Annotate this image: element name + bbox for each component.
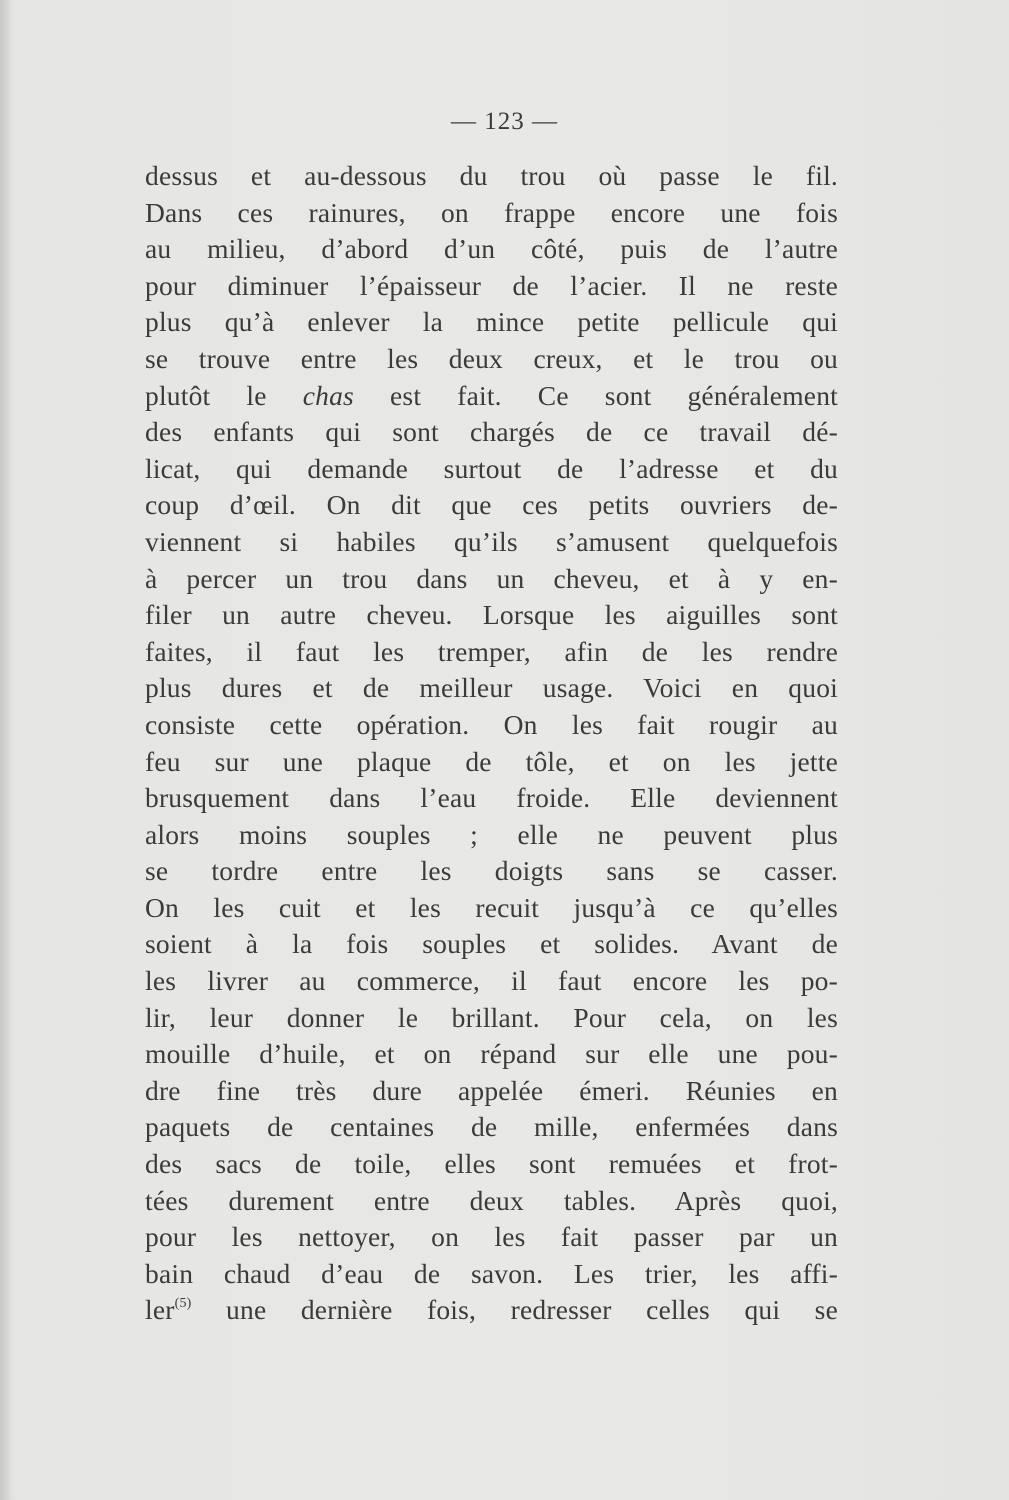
text-line — [145, 378, 838, 415]
text-line: consiste cette opération. On les fait rougir au — [145, 708, 838, 740]
text-line: à percer un trou dans un cheveu, et à y en- — [145, 562, 838, 594]
text-line: des sacs de toile, elles sont remuées et frot- — [145, 1148, 838, 1180]
text-line: dessus et au-dessous du trou où passe le fil. — [145, 160, 838, 191]
text-line: dre fine très dure appelée émeri. Réunies en — [145, 1074, 838, 1106]
text-line: des enfants qui sont chargés de ce travail dé- — [145, 416, 838, 448]
text-line: paquets de centaines de mille, enfermées dans — [145, 1111, 838, 1143]
page-binding-edge — [0, 0, 10, 1500]
text-line: plus qu’à enlever la mince petite pellicule qui — [145, 306, 838, 338]
text-line: mouille d’huile, et on répand sur elle une pou- — [145, 1038, 838, 1070]
italic-word-chas: chas — [302, 379, 354, 411]
text-line: se tordre entre les doigts sans se casser. — [145, 855, 838, 887]
text-segment: plutôt le — [145, 379, 303, 411]
text-segment: une dernière fois, redresser celles qui se — [191, 1294, 838, 1326]
footnote-reference[interactable]: (5) — [174, 1296, 192, 1312]
page-number: — 123 — — [451, 108, 558, 135]
text-line: licat, qui demande surtout de l’adresse et du — [145, 452, 838, 484]
text-segment: ler — [145, 1294, 175, 1326]
text-line: viennent si habiles qu’ils s’amusent quelquefois — [145, 525, 838, 557]
body-text — [145, 158, 838, 1329]
text-line: feu sur une plaque de tôle, et on les jette — [145, 745, 838, 777]
text-line: faites, il faut les tremper, afin de les rendre — [145, 635, 838, 667]
text-line: brusquement dans l’eau froide. Elle deviennent — [145, 782, 838, 814]
text-line: lir, leur donner le brillant. Pour cela, on les — [145, 1001, 838, 1033]
text-line: coup d’œil. On dit que ces petits ouvriers de- — [145, 489, 838, 521]
text-line: filer un autre cheveu. Lorsque les aiguilles sont — [145, 599, 838, 631]
text-line — [145, 1292, 838, 1329]
text-line: les livrer au commerce, il faut encore les po- — [145, 965, 838, 997]
text-line: tées durement entre deux tables. Après quoi, — [145, 1184, 838, 1216]
text-line: Dans ces rainures, on frappe encore une fois — [145, 196, 838, 228]
text-line: alors moins souples ; elle ne peuvent plus — [145, 818, 838, 850]
text-line: se trouve entre les deux creux, et le trou ou — [145, 342, 838, 374]
text-line: pour les nettoyer, on les fait passer par un — [145, 1221, 838, 1253]
text-line: au milieu, d’abord d’un côté, puis de l’autre — [145, 233, 838, 265]
text-line: pour diminuer l’épaisseur de l’acier. Il ne reste — [145, 269, 838, 301]
text-line: On les cuit et les recuit jusqu’à ce qu’elles — [145, 891, 838, 923]
text-segment: est fait. Ce sont généralement — [353, 379, 838, 411]
text-line: bain chaud d’eau de savon. Les trier, les affi- — [145, 1257, 838, 1289]
text-line: soient à la fois souples et solides. Avant de — [145, 928, 838, 960]
text-line: plus dures et de meilleur usage. Voici en quoi — [145, 672, 838, 704]
